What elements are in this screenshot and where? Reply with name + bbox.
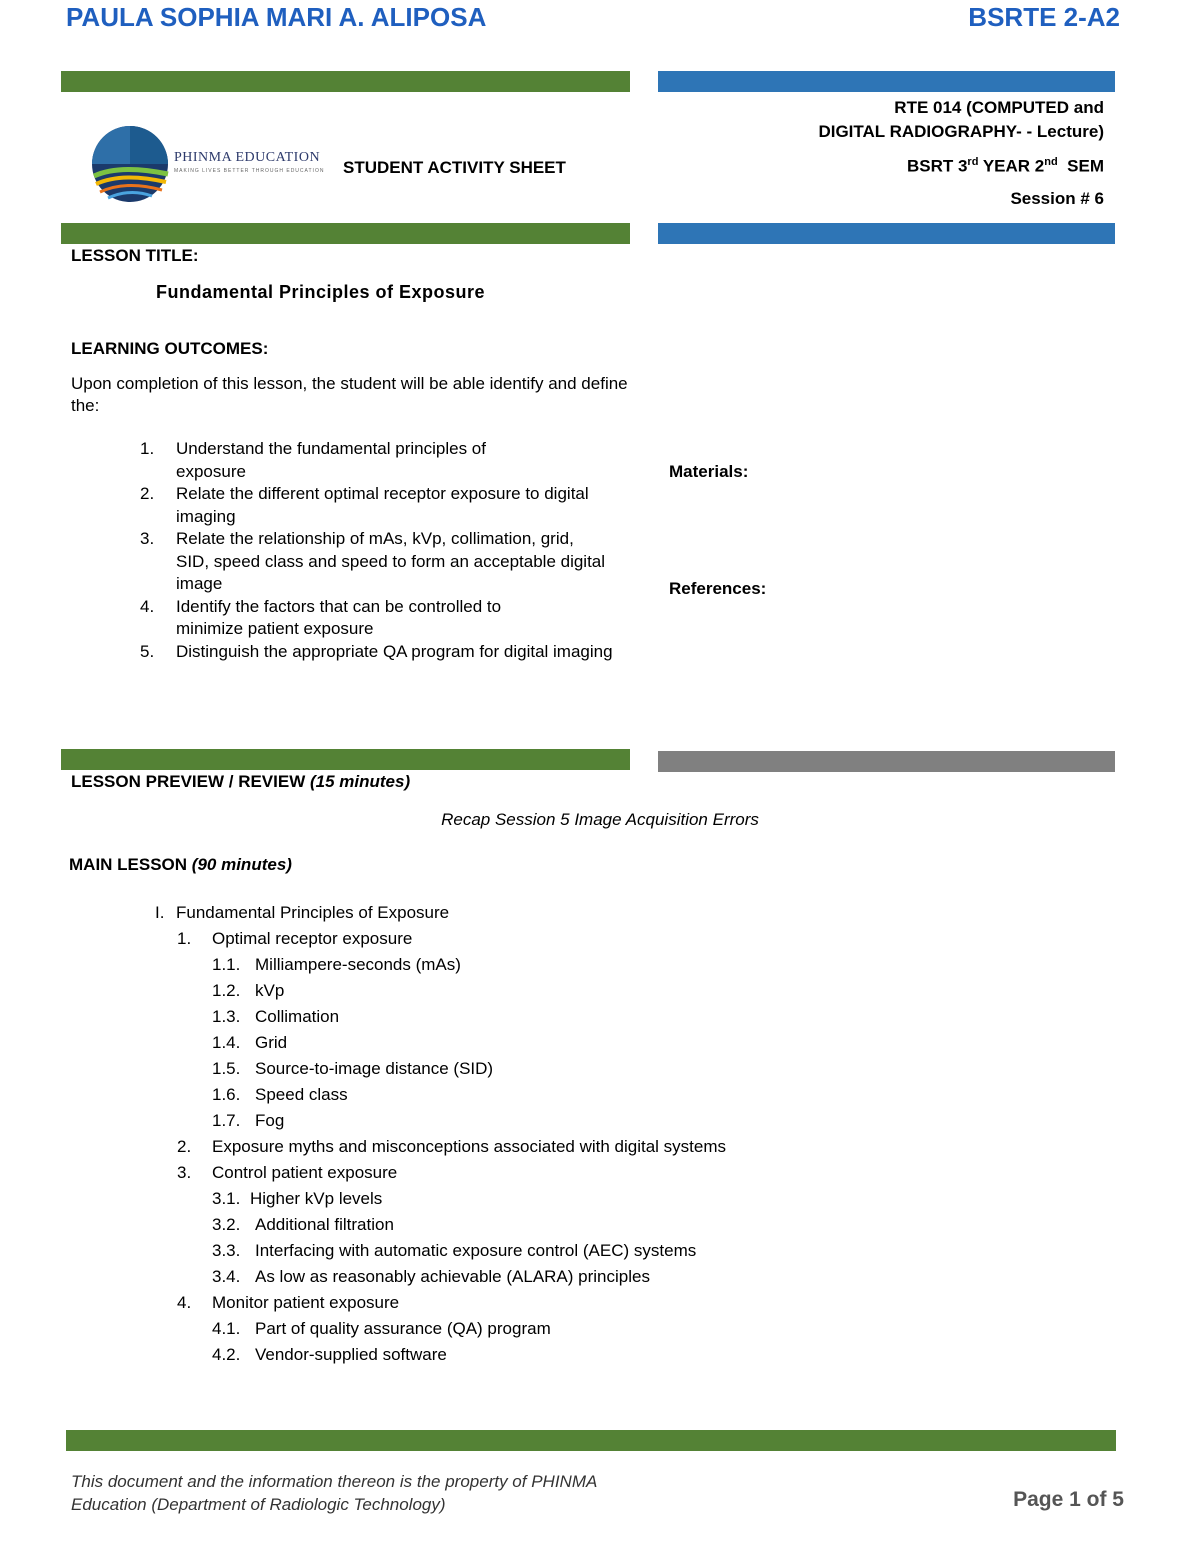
footer-note-line-2: Education (Department of Radiologic Technology) [71, 1495, 446, 1514]
outline-number: 3.1. [212, 1189, 241, 1208]
outline-text: Vendor-supplied software [255, 1345, 447, 1364]
logo-tagline: MAKING LIVES BETTER THROUGH EDUCATION [174, 168, 325, 174]
outcome-number: 4. [140, 596, 155, 616]
outline-number: 3.3. [212, 1241, 241, 1260]
sem-suffix: SEM [1057, 156, 1104, 176]
outline-text: Grid [255, 1033, 288, 1052]
learning-outcomes-intro: Upon completion of this lesson, the student will be able identify and define the: [71, 374, 628, 415]
outcome-item [140, 596, 536, 641]
top-left-green-bar [61, 71, 630, 92]
outcome-text: Understand the fundamental principles of exposure [176, 439, 486, 481]
preview-label-text: LESSON PREVIEW / REVIEW [71, 772, 310, 791]
outcome-number: 1. [140, 439, 155, 458]
outcome-text: Relate the relationship of mAs, kVp, collimation, grid, SID, speed class and speed to form an acceptable digital image [176, 529, 606, 593]
materials-label: Materials: [669, 462, 749, 481]
outcome-text: Identify the factors that can be controlled to minimize patient exposure [176, 596, 502, 638]
year-sup: rd [967, 156, 979, 168]
footer-green-bar [66, 1430, 1116, 1451]
outline-number: I. [155, 903, 165, 922]
course-title [818, 96, 1104, 144]
main-duration: (90 minutes) [191, 855, 292, 874]
outline-number: 1.2. [212, 981, 241, 1000]
outline-number: 3. [177, 1163, 192, 1182]
preview-right-gray-bar [658, 751, 1115, 772]
outcome-number: 5. [140, 641, 155, 661]
course-line-2: DIGITAL RADIOGRAPHY- - Lecture) [818, 122, 1104, 141]
phinma-logo-icon [90, 124, 170, 204]
outline-number: 1.5. [212, 1059, 241, 1078]
year-mid: YEAR 2 [978, 156, 1045, 176]
outline-text: Milliampere-seconds (mAs) [255, 955, 461, 974]
top-right-blue-bar [658, 71, 1115, 92]
outline-text: Interfacing with automatic exposure control (AEC) systems [255, 1241, 697, 1260]
outcome-item [140, 641, 616, 664]
references-label: References: [669, 579, 767, 598]
preview-left-green-bar [61, 749, 630, 770]
outline-number: 1.6. [212, 1085, 241, 1104]
mid-right-blue-bar [658, 223, 1115, 244]
logo-org-name: PHINMA EDUCATION [174, 150, 321, 165]
outline-text: Source-to-image distance (SID) [255, 1059, 494, 1078]
outline-text: Speed class [255, 1085, 348, 1104]
outcome-item [140, 483, 606, 528]
outline-text: Additional filtration [255, 1215, 394, 1234]
year-prefix: BSRT 3 [906, 156, 968, 176]
main-lesson-label [69, 855, 292, 875]
outline-number: 4.2. [212, 1345, 241, 1364]
outline-number: 1.4. [212, 1033, 241, 1052]
outline-text: Higher kVp levels [250, 1189, 383, 1208]
outline-number: 1. [177, 929, 192, 948]
outline-text: Exposure myths and misconceptions associated with digital systems [212, 1137, 727, 1156]
preview-duration: (15 minutes) [309, 772, 411, 791]
footer-note-line-1: This document and the information thereon is the property of PHINMA [71, 1472, 598, 1491]
lesson-preview-label [71, 772, 410, 792]
outline-number: 1.3. [212, 1007, 241, 1026]
outline-text: As low as reasonably achievable (ALARA) principles [255, 1267, 650, 1286]
outcome-item [140, 528, 606, 596]
recap-text: Recap Session 5 Image Acquisition Errors [441, 810, 759, 829]
outline-number: 1.1. [212, 955, 241, 974]
outcome-item [140, 438, 516, 483]
outcome-number: 3. [140, 529, 155, 548]
mid-left-green-bar [61, 223, 630, 244]
outline-number: 2. [177, 1137, 192, 1156]
outline-text: Fog [255, 1111, 285, 1130]
outline-text: Collimation [255, 1007, 340, 1026]
sheet-title: STUDENT ACTIVITY SHEET [343, 158, 566, 177]
course-line-1: RTE 014 (COMPUTED and [894, 98, 1104, 117]
outline-number: 3.2. [212, 1215, 241, 1234]
learning-outcomes-label: LEARNING OUTCOMES: [71, 339, 269, 358]
session-number: Session # 6 [1010, 189, 1104, 208]
sem-sup: nd [1044, 156, 1058, 168]
outcome-number: 2. [140, 484, 155, 503]
outline-text: Control patient exposure [212, 1163, 398, 1182]
outline-text: Optimal receptor exposure [212, 929, 413, 948]
learning-outcomes-list [140, 438, 620, 663]
student-name: PAULA SOPHIA MARI A. ALIPOSA [66, 2, 487, 32]
lesson-title: Fundamental Principles of Exposure [156, 282, 486, 302]
year-semester [907, 156, 1104, 177]
outline-number: 4.1. [212, 1319, 241, 1338]
outcome-text: Relate the different optimal receptor exposure to digital imaging [176, 484, 589, 526]
outline-text: Monitor patient exposure [212, 1293, 400, 1312]
outline-number: 3.4. [212, 1267, 241, 1286]
footer-property-note [71, 1470, 597, 1516]
outline-text: Fundamental Principles of Exposure [176, 903, 450, 922]
page-number: Page 1 of 5 [1013, 1488, 1124, 1511]
outline-text: Part of quality assurance (QA) program [255, 1319, 551, 1338]
outline-number: 1.7. [212, 1111, 241, 1130]
lesson-title-label: LESSON TITLE: [71, 246, 199, 265]
outline-number: 4. [177, 1293, 192, 1312]
outline-text: kVp [255, 981, 285, 1000]
student-section: BSRTE 2-A2 [968, 2, 1120, 32]
main-label-text: MAIN LESSON [69, 855, 192, 874]
outcome-text: Distinguish the appropriate QA program for digital imaging [176, 641, 613, 661]
